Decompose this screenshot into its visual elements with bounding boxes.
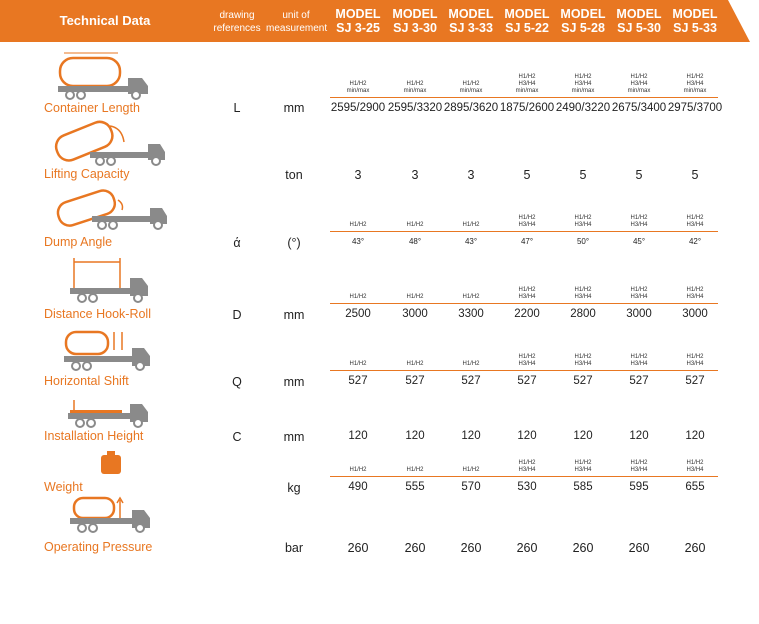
row-sub-header: H1/H2 H3/H4	[574, 287, 592, 300]
row-value: 120	[629, 430, 649, 442]
row-value: 2895/3620	[443, 102, 499, 114]
pressure-truck-icon	[68, 494, 158, 536]
row-value: 2595/2900	[330, 102, 386, 114]
row-label: Dump Angle	[44, 235, 113, 249]
header-drawing-references: drawing references	[213, 10, 261, 34]
row-value: 3000	[626, 308, 652, 320]
row-value: 3	[467, 168, 475, 182]
row-sub-header: H1/H2	[406, 361, 424, 367]
row-sub-header: H1/H2 H3/H4	[574, 460, 592, 473]
row-value: 43°	[351, 237, 365, 246]
row-value: 527	[461, 375, 481, 387]
row-sub-header: H1/H2 H3/H4	[518, 460, 536, 473]
container-truck-icon	[56, 50, 156, 102]
row-value: 2500	[345, 308, 371, 320]
row-sub-header: H1/H2 H3/H4	[686, 460, 704, 473]
row-value: 5	[523, 168, 531, 182]
row-sub-header: H1/H2 min/max	[346, 81, 370, 94]
row-value: 120	[573, 430, 593, 442]
row-value: 490	[348, 481, 368, 493]
header-model-4: MODEL SJ 5-22	[504, 7, 550, 35]
row-sub-header: H1/H2	[406, 467, 424, 473]
table-header	[0, 0, 759, 42]
row-value: 3000	[402, 308, 428, 320]
row-value: 2490/3220	[555, 102, 611, 114]
row-value: 3	[411, 168, 419, 182]
row-sub-header: H1/H2	[349, 361, 367, 367]
row-value: 120	[348, 430, 368, 442]
row-sub-header: H1/H2	[349, 222, 367, 228]
row-sub-header: H1/H2	[406, 294, 424, 300]
row-value: 42°	[688, 237, 702, 246]
row-value: 527	[685, 375, 705, 387]
row-sub-header: H1/H2 H3/H4	[630, 287, 648, 300]
row-unit: mm	[283, 101, 305, 115]
row-sub-header: H1/H2	[462, 222, 480, 228]
row-unit: mm	[283, 375, 305, 389]
row-value: 120	[685, 430, 705, 442]
row-drawing-reference: D	[232, 308, 242, 322]
header-unit-of-measurement: unit of measurement	[266, 10, 328, 34]
row-value: 260	[572, 541, 594, 555]
row-value: 3000	[682, 308, 708, 320]
row-value: 260	[460, 541, 482, 555]
row-value: 2200	[514, 308, 540, 320]
lifting-truck-icon	[50, 118, 166, 168]
row-sub-header: H1/H2 H3/H4	[574, 354, 592, 367]
row-label: Weight	[44, 480, 83, 494]
dump-truck-icon	[52, 188, 168, 234]
row-sub-header: H1/H2	[462, 361, 480, 367]
row-label: Distance Hook-Roll	[44, 307, 151, 321]
row-value: 5	[635, 168, 643, 182]
row-sub-header: H1/H2 min/max	[459, 81, 483, 94]
row-value: 2595/3320	[387, 102, 443, 114]
row-value: 527	[573, 375, 593, 387]
row-value: 2675/3400	[611, 102, 667, 114]
row-sub-header: H1/H2 H3/H4 min/max	[515, 74, 539, 94]
row-value: 530	[517, 481, 537, 493]
height-truck-icon	[66, 400, 156, 430]
row-drawing-reference: ά	[233, 236, 241, 250]
row-drawing-reference: L	[233, 101, 241, 115]
row-value: 260	[516, 541, 538, 555]
row-value: 585	[573, 481, 593, 493]
row-value: 1875/2600	[499, 102, 555, 114]
row-value: 2975/3700	[667, 102, 723, 114]
row-unit: mm	[283, 430, 305, 444]
row-unit: (°)	[287, 236, 301, 250]
row-value: 527	[629, 375, 649, 387]
row-divider	[330, 97, 718, 98]
row-sub-header: H1/H2 H3/H4	[686, 215, 704, 228]
row-value: 45°	[632, 237, 646, 246]
row-sub-header: H1/H2 H3/H4 min/max	[683, 74, 707, 94]
row-unit: mm	[283, 308, 305, 322]
row-sub-header: H1/H2	[406, 222, 424, 228]
row-value: 527	[348, 375, 368, 387]
row-label: Horizontal Shift	[44, 374, 129, 388]
row-sub-header: H1/H2 H3/H4	[518, 354, 536, 367]
weight-icon	[100, 451, 122, 475]
row-unit: ton	[285, 168, 303, 182]
row-sub-header: H1/H2 H3/H4	[686, 354, 704, 367]
row-value: 595	[629, 481, 649, 493]
row-unit: kg	[287, 481, 301, 495]
header-model-6: MODEL SJ 5-30	[616, 7, 662, 35]
row-divider	[330, 231, 718, 232]
row-value: 47°	[520, 237, 534, 246]
row-value: 3	[354, 168, 362, 182]
row-sub-header: H1/H2 H3/H4	[630, 460, 648, 473]
row-value: 5	[579, 168, 587, 182]
row-value: 2800	[570, 308, 596, 320]
row-value: 655	[685, 481, 705, 493]
row-unit: bar	[284, 541, 304, 555]
row-value: 260	[347, 541, 369, 555]
header-model-1: MODEL SJ 3-25	[335, 7, 381, 35]
row-sub-header: H1/H2 H3/H4 min/max	[571, 74, 595, 94]
row-value: 260	[628, 541, 650, 555]
row-sub-header: H1/H2	[462, 467, 480, 473]
row-value: 43°	[464, 237, 478, 246]
row-sub-header: H1/H2 H3/H4	[630, 354, 648, 367]
hook-roll-truck-icon	[68, 256, 156, 304]
row-value: 5	[691, 168, 699, 182]
row-value: 50°	[576, 237, 590, 246]
header-model-5: MODEL SJ 5-28	[560, 7, 606, 35]
row-value: 260	[684, 541, 706, 555]
row-value: 260	[404, 541, 426, 555]
row-sub-header: H1/H2	[349, 294, 367, 300]
row-label: Container Length	[44, 101, 140, 115]
row-drawing-reference: Q	[232, 375, 242, 389]
row-divider	[330, 370, 718, 371]
row-divider	[330, 476, 718, 477]
row-sub-header: H1/H2 H3/H4	[574, 215, 592, 228]
row-drawing-reference: C	[232, 430, 242, 444]
row-value: 527	[405, 375, 425, 387]
row-sub-header: H1/H2 H3/H4	[518, 215, 536, 228]
header-model-2: MODEL SJ 3-30	[392, 7, 438, 35]
row-value: 570	[461, 481, 481, 493]
header-model-3: MODEL SJ 3-33	[448, 7, 494, 35]
row-value: 120	[517, 430, 537, 442]
row-sub-header: H1/H2 H3/H4	[630, 215, 648, 228]
row-sub-header: H1/H2 min/max	[403, 81, 427, 94]
row-value: 120	[405, 430, 425, 442]
row-sub-header: H1/H2	[349, 467, 367, 473]
row-sub-header: H1/H2 H3/H4 min/max	[627, 74, 651, 94]
row-value: 48°	[408, 237, 422, 246]
row-sub-header: H1/H2 H3/H4	[518, 287, 536, 300]
row-sub-header: H1/H2	[462, 294, 480, 300]
header-model-7: MODEL SJ 5-33	[672, 7, 718, 35]
row-value: 3300	[458, 308, 484, 320]
header-title: Technical Data	[59, 13, 151, 28]
row-label: Lifting Capacity	[44, 167, 130, 181]
shift-truck-icon	[62, 328, 158, 374]
row-value: 555	[405, 481, 425, 493]
row-value: 120	[461, 430, 481, 442]
row-label: Installation Height	[44, 429, 144, 443]
row-sub-header: H1/H2 H3/H4	[686, 287, 704, 300]
row-label: Operating Pressure	[44, 540, 153, 554]
row-value: 527	[517, 375, 537, 387]
row-divider	[330, 303, 718, 304]
